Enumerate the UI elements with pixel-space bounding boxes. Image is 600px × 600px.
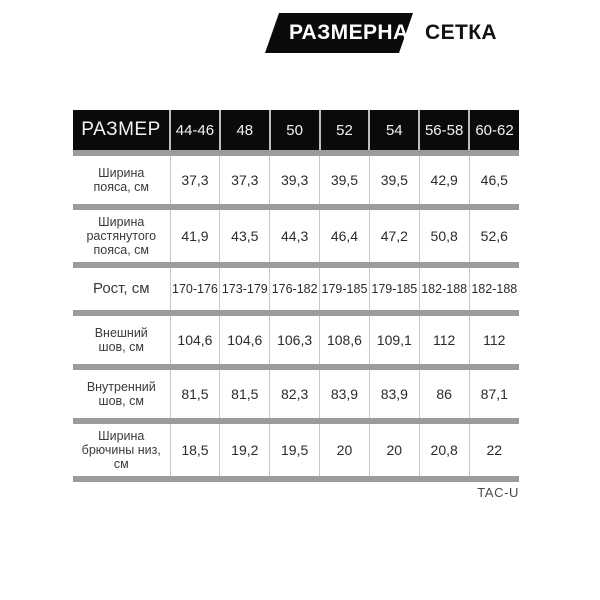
row-label-4-line1: Внутренний bbox=[86, 380, 156, 394]
cell-1-2: 44,3 bbox=[270, 210, 320, 262]
row-label-0 bbox=[73, 156, 170, 204]
row-label-0-line1: Ширина bbox=[98, 166, 145, 180]
cell-2-1: 173-179 bbox=[220, 268, 270, 310]
header-cell-size-0: 44-46 bbox=[170, 110, 220, 150]
table-row bbox=[73, 370, 519, 418]
row-label-1-line1: Ширина bbox=[98, 215, 145, 229]
row-label-3-line1: Внешний bbox=[94, 326, 148, 340]
size-table bbox=[73, 110, 519, 482]
cell-3-1: 104,6 bbox=[220, 316, 270, 364]
cell-0-3: 39,5 bbox=[320, 156, 370, 204]
cell-0-5: 42,9 bbox=[419, 156, 469, 204]
table-header-row bbox=[73, 110, 519, 150]
table-row bbox=[73, 424, 519, 476]
cell-2-0: 170-176 bbox=[170, 268, 220, 310]
cell-4-0: 81,5 bbox=[170, 370, 220, 418]
cell-4-1: 81,5 bbox=[220, 370, 270, 418]
size-table-container bbox=[73, 110, 519, 482]
cell-1-5: 50,8 bbox=[419, 210, 469, 262]
cell-5-2: 19,5 bbox=[270, 424, 320, 476]
row-label-2-line1: Рост, см bbox=[92, 280, 150, 297]
row-label-1-line2: растянутого bbox=[86, 229, 157, 243]
header-cell-size-3: 52 bbox=[320, 110, 370, 150]
table-row bbox=[73, 268, 519, 310]
cell-0-0: 37,3 bbox=[170, 156, 220, 204]
cell-2-5: 182-188 bbox=[419, 268, 469, 310]
row-label-3-line2: шов, см bbox=[98, 340, 144, 354]
product-code: TAC-U bbox=[477, 485, 519, 500]
row-label-1-line3: пояса, см bbox=[93, 243, 149, 257]
table-row bbox=[73, 316, 519, 364]
cell-3-0: 104,6 bbox=[170, 316, 220, 364]
table-bottom-band bbox=[73, 476, 519, 482]
cell-5-4: 20 bbox=[369, 424, 419, 476]
cell-1-4: 47,2 bbox=[369, 210, 419, 262]
cell-1-1: 43,5 bbox=[220, 210, 270, 262]
cell-1-6: 52,6 bbox=[469, 210, 519, 262]
row-label-5 bbox=[73, 424, 170, 476]
cell-4-4: 83,9 bbox=[369, 370, 419, 418]
cell-4-6: 87,1 bbox=[469, 370, 519, 418]
cell-2-3: 179-185 bbox=[320, 268, 370, 310]
row-label-4 bbox=[73, 370, 170, 418]
row-label-0-line2: пояса, см bbox=[93, 180, 149, 194]
cell-2-6: 182-188 bbox=[469, 268, 519, 310]
cell-0-1: 37,3 bbox=[220, 156, 270, 204]
header-cell-size-4: 54 bbox=[369, 110, 419, 150]
cell-2-4: 179-185 bbox=[369, 268, 419, 310]
cell-5-5: 20,8 bbox=[419, 424, 469, 476]
cell-3-5: 112 bbox=[419, 316, 469, 364]
cell-1-0: 41,9 bbox=[170, 210, 220, 262]
cell-3-6: 112 bbox=[469, 316, 519, 364]
cell-1-3: 46,4 bbox=[320, 210, 370, 262]
row-label-2 bbox=[73, 268, 170, 310]
banner bbox=[265, 13, 535, 53]
cell-3-3: 108,6 bbox=[320, 316, 370, 364]
cell-3-2: 106,3 bbox=[270, 316, 320, 364]
row-label-5-line2: брючины низ, bbox=[81, 443, 161, 457]
cell-4-3: 83,9 bbox=[320, 370, 370, 418]
cell-0-2: 39,3 bbox=[270, 156, 320, 204]
cell-5-0: 18,5 bbox=[170, 424, 220, 476]
header-cell-size-6: 60-62 bbox=[469, 110, 519, 150]
table-row bbox=[73, 156, 519, 204]
cell-3-4: 109,1 bbox=[369, 316, 419, 364]
header-cell-size-2: 50 bbox=[270, 110, 320, 150]
row-label-3 bbox=[73, 316, 170, 364]
cell-5-1: 19,2 bbox=[220, 424, 270, 476]
header-cell-size-label: РАЗМЕР bbox=[73, 110, 170, 150]
table-row bbox=[73, 210, 519, 262]
banner-title-primary: РАЗМЕРНАЯ bbox=[289, 21, 425, 44]
header-cell-size-5: 56-58 bbox=[419, 110, 469, 150]
cell-0-4: 39,5 bbox=[369, 156, 419, 204]
cell-0-6: 46,5 bbox=[469, 156, 519, 204]
cell-2-2: 176-182 bbox=[270, 268, 320, 310]
cell-4-2: 82,3 bbox=[270, 370, 320, 418]
row-label-5-line1: Ширина bbox=[98, 429, 145, 443]
row-label-4-line2: шов, см bbox=[98, 394, 144, 408]
cell-5-6: 22 bbox=[469, 424, 519, 476]
cell-5-3: 20 bbox=[320, 424, 370, 476]
header-cell-size-1: 48 bbox=[220, 110, 270, 150]
banner-title-secondary: СЕТКА bbox=[425, 21, 497, 44]
row-label-5-line3: см bbox=[113, 457, 129, 471]
row-label-1 bbox=[73, 210, 170, 262]
cell-4-5: 86 bbox=[419, 370, 469, 418]
